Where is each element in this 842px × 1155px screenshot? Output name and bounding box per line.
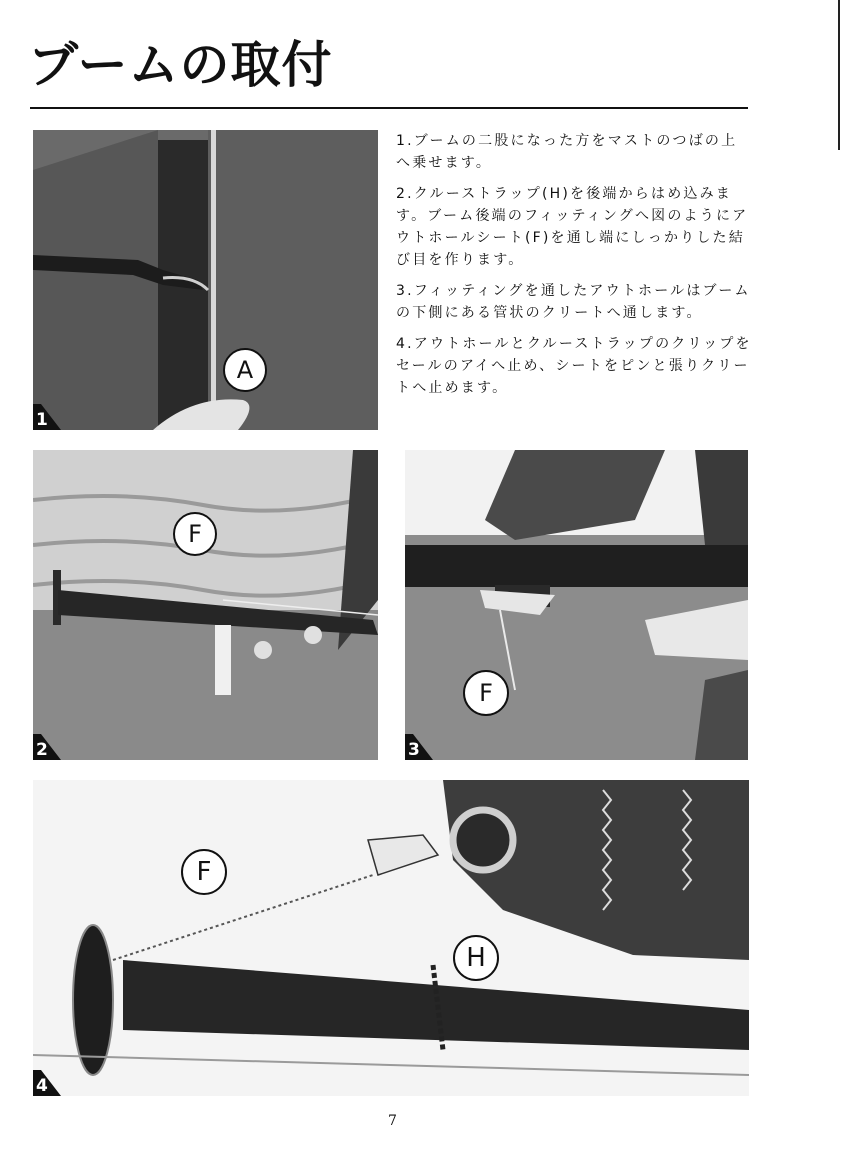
photo-4-number-badge bbox=[33, 1070, 61, 1096]
page-edge-line bbox=[838, 0, 840, 150]
photo-4-callout-h: H bbox=[453, 935, 499, 981]
page-number: 7 bbox=[388, 1113, 397, 1129]
photo-3-number: 3 bbox=[408, 740, 420, 760]
photo-1-number: 1 bbox=[36, 410, 48, 430]
photo-3-number-badge bbox=[405, 734, 433, 760]
title-underline bbox=[30, 107, 748, 109]
photo-3-callout: F bbox=[463, 670, 509, 716]
photo-3-illustration bbox=[405, 450, 748, 760]
photo-1-illustration bbox=[33, 130, 378, 430]
photo-2 bbox=[33, 450, 378, 760]
photo-3 bbox=[405, 450, 748, 760]
photo-2-number-badge bbox=[33, 734, 61, 760]
step-2: 2.クルーストラップ(H)を後端からはめ込みます。ブーム後端のフィッティングへ図のようにアウトホールシート(F)を通し端にしっかりした結び目を作ります。 bbox=[396, 186, 749, 268]
photo-4 bbox=[33, 780, 749, 1096]
photo-1 bbox=[33, 130, 378, 430]
page-title: ブームの取付 bbox=[28, 36, 333, 94]
photo-2-illustration bbox=[33, 450, 378, 760]
step-4: 4.アウトホールとクルーストラップのクリップをセールのアイへ止め、シートをピンと張りクリートへ止めます。 bbox=[396, 336, 752, 396]
photo-2-callout: F bbox=[173, 512, 217, 556]
step-3: 3.フィッティングを通したアウトホールはブームの下側にある管状のクリートへ通します。 bbox=[396, 283, 751, 321]
photo-1-callout: A bbox=[223, 348, 267, 392]
photo-1-number-badge bbox=[33, 404, 61, 430]
photo-4-illustration bbox=[33, 780, 749, 1096]
step-1: 1.ブームの二股になった方をマストのつばの上へ乗せます。 bbox=[396, 133, 738, 171]
photo-4-callout-f: F bbox=[181, 849, 227, 895]
instruction-steps bbox=[396, 130, 752, 408]
photo-4-number: 4 bbox=[36, 1076, 48, 1096]
photo-2-number: 2 bbox=[36, 740, 48, 760]
